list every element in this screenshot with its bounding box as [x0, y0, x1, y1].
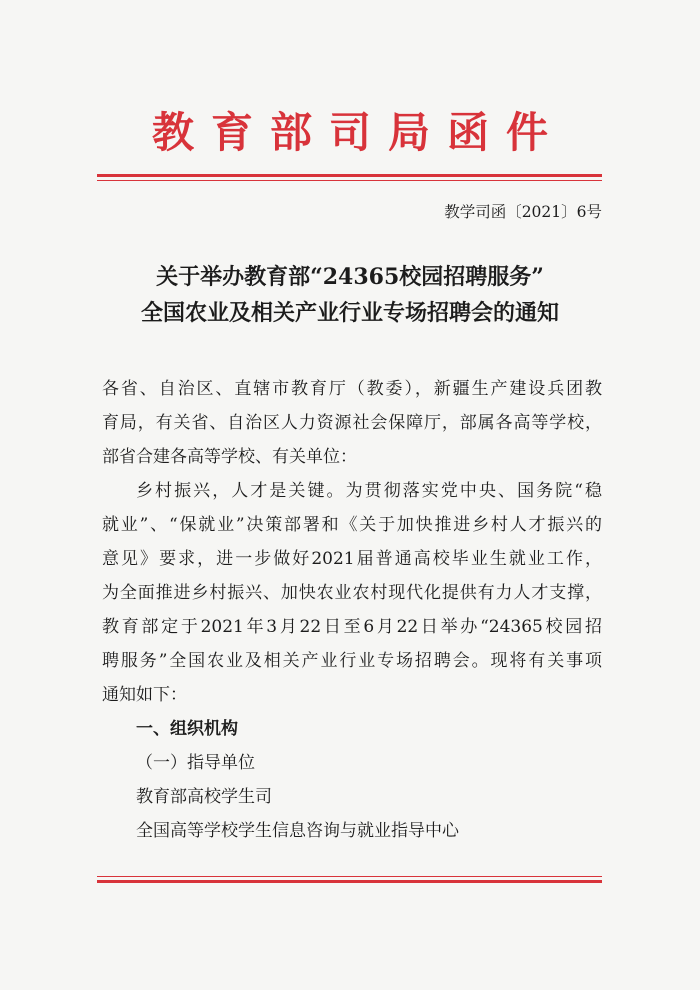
letterhead-rule-thick	[97, 174, 602, 177]
subsection-heading: （一）指导单位	[136, 753, 255, 773]
document-title-line-2: 全国农业及相关产业行业专场招聘会的通知	[140, 300, 559, 326]
paragraph-line: 乡村振兴，人才是关键。为贯彻落实党中央、国务院“稳	[136, 481, 602, 501]
section-heading: 一、组织机构	[136, 719, 238, 739]
paragraph-line: 就业”、“保就业”决策部署和《关于加快推进乡村人才振兴的	[102, 515, 602, 535]
letterhead-rule-thin	[97, 180, 602, 181]
document-title-line-1: 关于举办教育部“24365校园招聘服务”	[156, 264, 544, 290]
recipients-line: 各省、自治区、直辖市教育厅（教委），新疆生产建设兵团教	[102, 379, 602, 399]
recipients-line: 部省合建各高等学校、有关单位：	[102, 447, 357, 467]
paragraph-line: 聘服务”全国农业及相关产业行业专场招聘会。现将有关事项	[102, 651, 602, 671]
letterhead-title: 教育部司局函件	[151, 108, 565, 157]
paragraph-line: 教育部定于2021年3月22日至6月22日举办“24365校园招	[102, 617, 602, 637]
footer-rule-thin	[97, 876, 602, 877]
paragraph-line: 通知如下：	[102, 685, 187, 705]
paragraph-line: 为全面推进乡村振兴、加快农业农村现代化提供有力人才支撑，	[102, 583, 602, 603]
footer-rule-thick	[97, 880, 602, 883]
unit-item: 教育部高校学生司	[136, 787, 272, 807]
document-body	[102, 372, 602, 848]
recipients-line: 育局，有关省、自治区人力资源社会保障厅，部属各高等学校，	[102, 413, 602, 433]
document-number: 教学司函〔2021〕6号	[444, 203, 602, 221]
unit-item: 全国高等学校学生信息咨询与就业指导中心	[136, 821, 459, 841]
paragraph-line: 意见》要求，进一步做好2021届普通高校毕业生就业工作，	[102, 549, 602, 569]
